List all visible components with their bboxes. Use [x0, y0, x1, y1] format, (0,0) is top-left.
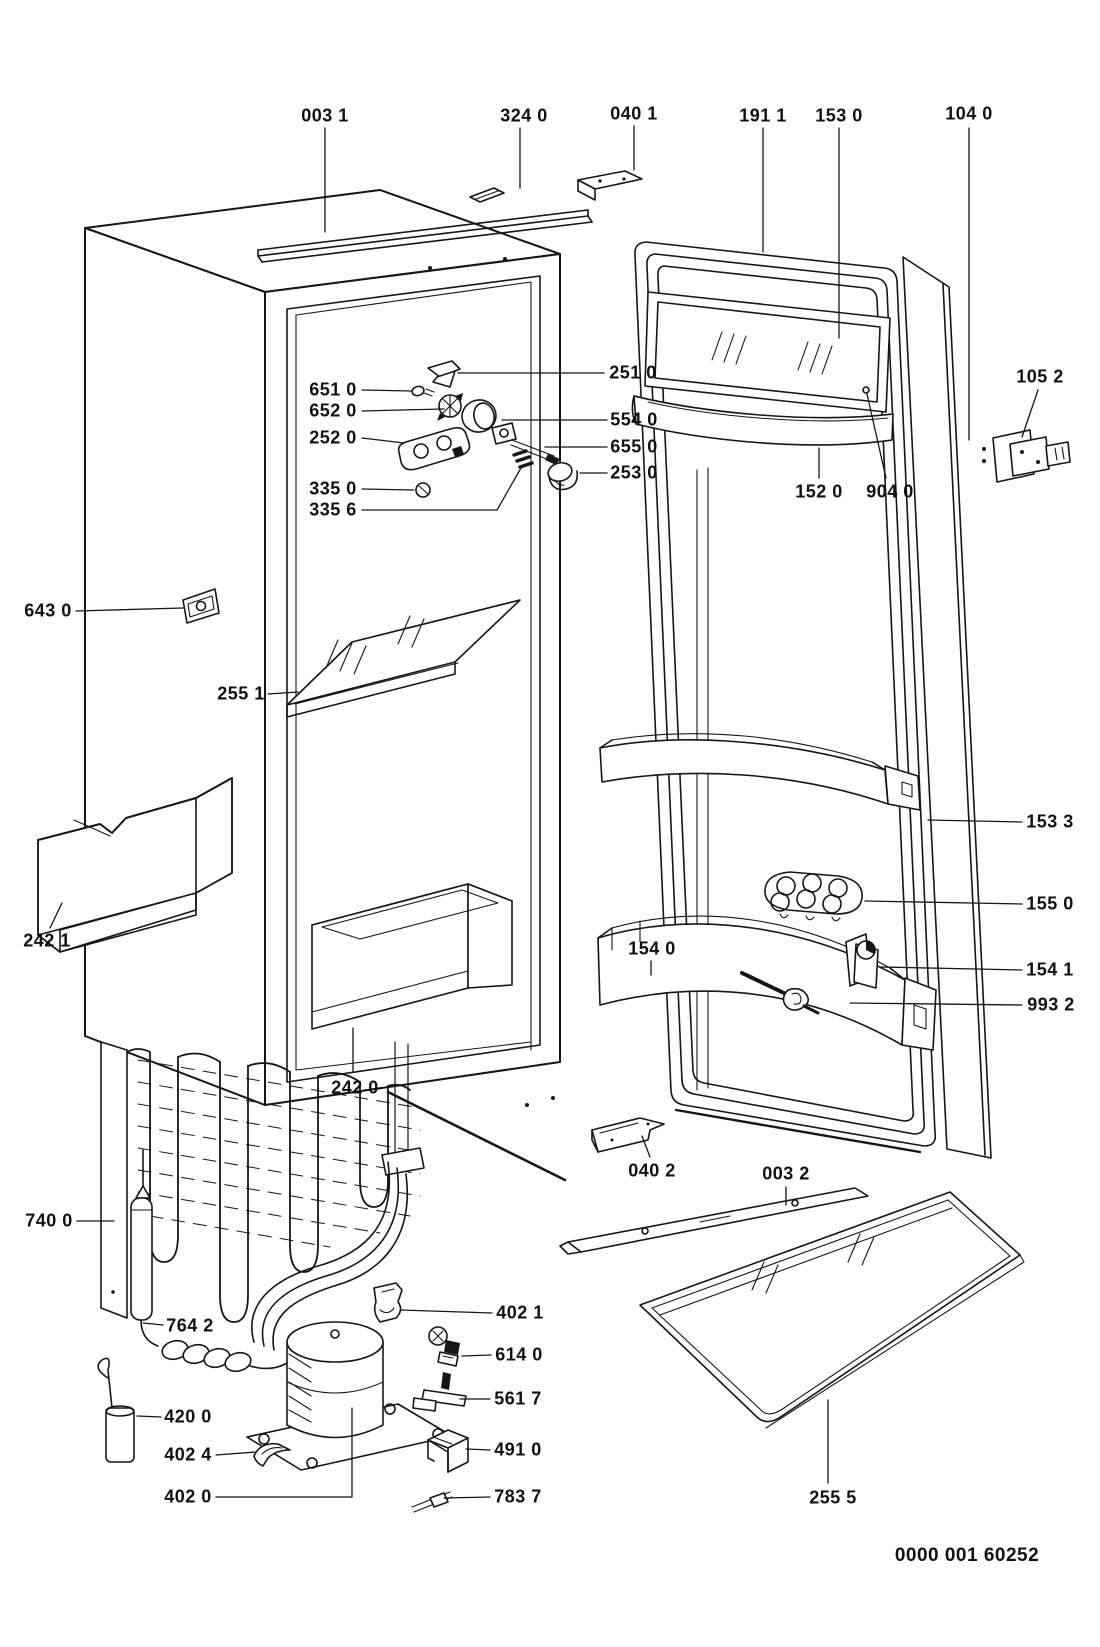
part-label-554-0: 554 0: [610, 409, 658, 430]
part-label-153-3: 153 3: [1026, 811, 1074, 832]
part-label-105-2: 105 2: [1016, 366, 1064, 387]
part-label-003-1: 003 1: [301, 105, 349, 126]
part-label-402-1: 402 1: [496, 1302, 544, 1323]
part-label-242-1: 242 1: [23, 930, 71, 951]
part-label-904-0: 904 0: [866, 481, 914, 502]
hinge-105-2: [982, 430, 1070, 482]
valve-561-7: [413, 1372, 466, 1411]
part-label-003-2: 003 2: [762, 1163, 810, 1184]
relay-614-0: [429, 1327, 460, 1366]
part-label-253-0: 253 0: [610, 462, 658, 483]
part-label-614-0: 614 0: [495, 1344, 543, 1365]
cover-491-0: [428, 1430, 468, 1472]
part-label-993-2: 993 2: [1027, 994, 1075, 1015]
part-label-561-7: 561 7: [494, 1388, 542, 1409]
part-label-643-0: 643 0: [24, 600, 72, 621]
part-label-251-0: 251 0: [609, 362, 657, 383]
part-label-402-0: 402 0: [164, 1486, 212, 1507]
part-label-335-0: 335 0: [309, 478, 357, 499]
part-label-420-0: 420 0: [164, 1406, 212, 1427]
part-label-402-4: 402 4: [164, 1444, 212, 1465]
bracket-040-1: [578, 171, 642, 200]
part-label-764-2: 764 2: [166, 1315, 214, 1336]
part-label-655-0: 655 0: [610, 436, 658, 457]
part-label-255-1: 255 1: [217, 683, 265, 704]
part-label-153-0: 153 0: [815, 105, 863, 126]
part-label-242-0: 242 0: [331, 1077, 379, 1098]
part-label-104-0: 104 0: [945, 103, 993, 124]
clip-324-0: [470, 188, 504, 202]
document-code: 0000 001 60252: [894, 1545, 1040, 1566]
part-label-255-5: 255 5: [809, 1487, 857, 1508]
part-label-040-2: 040 2: [628, 1160, 676, 1181]
part-label-335-6: 335 6: [309, 499, 357, 520]
capacitor: [98, 1358, 134, 1462]
part-label-152-0: 152 0: [795, 481, 843, 502]
part-label-783-7: 783 7: [494, 1486, 542, 1507]
part-label-154-1: 154 1: [1026, 959, 1074, 980]
part-label-324-0: 324 0: [500, 105, 548, 126]
bracket-402-1: [374, 1283, 402, 1322]
part-label-154-0: 154 0: [628, 938, 676, 959]
part-label-252-0: 252 0: [309, 427, 357, 448]
part-label-652-0: 652 0: [309, 400, 357, 421]
tube-783-7: [412, 1492, 452, 1512]
part-label-740-0: 740 0: [25, 1210, 73, 1231]
part-label-191-1: 191 1: [739, 105, 787, 126]
drier-filter: [131, 1150, 296, 1374]
door-top-shelf: [632, 292, 893, 445]
part-label-040-1: 040 1: [610, 103, 658, 124]
part-label-491-0: 491 0: [494, 1439, 542, 1460]
bracket-040-2: [592, 1118, 664, 1152]
part-label-155-0: 155 0: [1026, 893, 1074, 914]
part-label-651-0: 651 0: [309, 379, 357, 400]
